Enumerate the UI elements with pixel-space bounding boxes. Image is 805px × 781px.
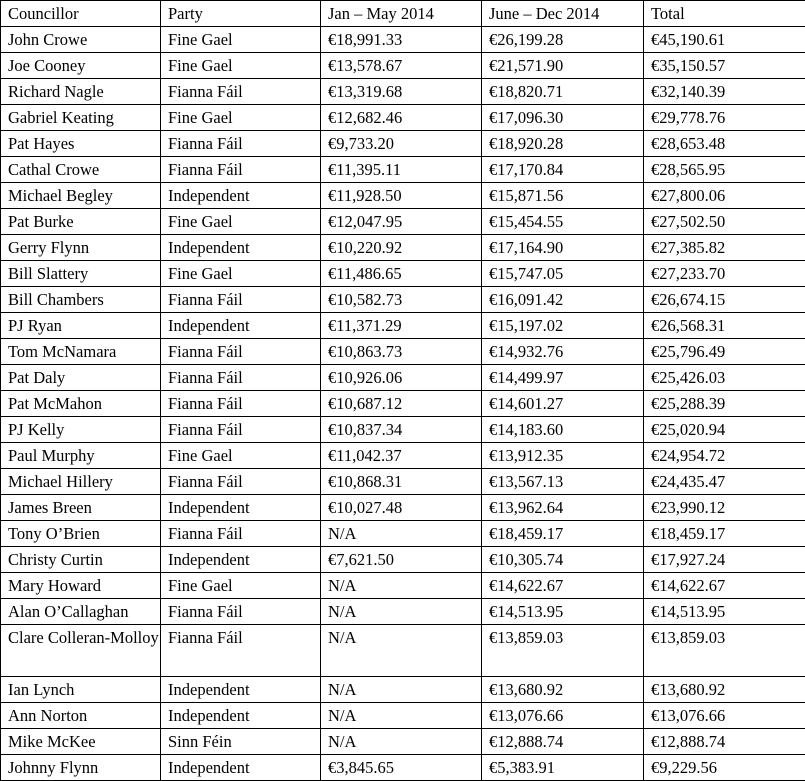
table-row xyxy=(1,27,805,53)
table-row xyxy=(1,313,805,339)
councillor-cell: Pat McMahon xyxy=(1,391,161,417)
table-row xyxy=(1,703,805,729)
header-june-dec-2014: June – Dec 2014 xyxy=(482,1,644,27)
jan-may-cell: €10,868.31 xyxy=(321,469,482,495)
councillor-cell: Mary Howard xyxy=(1,573,161,599)
jan-may-cell: €10,027.48 xyxy=(321,495,482,521)
june-dec-cell: €13,912.35 xyxy=(482,443,644,469)
table-row xyxy=(1,469,805,495)
councillor-cell: Pat Burke xyxy=(1,209,161,235)
total-cell: €14,622.67 xyxy=(644,573,805,599)
councillor-cell: Cathal Crowe xyxy=(1,157,161,183)
total-cell: €27,800.06 xyxy=(644,183,805,209)
table-row xyxy=(1,573,805,599)
june-dec-cell: €18,459.17 xyxy=(482,521,644,547)
total-cell: €27,385.82 xyxy=(644,235,805,261)
party-cell: Fianna Fáil xyxy=(161,625,321,677)
party-cell: Fianna Fáil xyxy=(161,391,321,417)
total-cell: €26,674.15 xyxy=(644,287,805,313)
total-cell: €32,140.39 xyxy=(644,79,805,105)
jan-may-cell: €10,863.73 xyxy=(321,339,482,365)
june-dec-cell: €14,513.95 xyxy=(482,599,644,625)
total-cell: €28,565.95 xyxy=(644,157,805,183)
total-cell: €24,435.47 xyxy=(644,469,805,495)
jan-may-cell: €13,319.68 xyxy=(321,79,482,105)
table-row xyxy=(1,365,805,391)
header-councillor: Councillor xyxy=(1,1,161,27)
june-dec-cell: €10,305.74 xyxy=(482,547,644,573)
june-dec-cell: €14,932.76 xyxy=(482,339,644,365)
councillor-cell: Michael Hillery xyxy=(1,469,161,495)
table-row xyxy=(1,131,805,157)
party-cell: Fianna Fáil xyxy=(161,157,321,183)
june-dec-cell: €13,859.03 xyxy=(482,625,644,677)
june-dec-cell: €13,962.64 xyxy=(482,495,644,521)
total-cell: €13,076.66 xyxy=(644,703,805,729)
party-cell: Sinn Féin xyxy=(161,729,321,755)
party-cell: Fianna Fáil xyxy=(161,599,321,625)
table-row xyxy=(1,729,805,755)
june-dec-cell: €13,567.13 xyxy=(482,469,644,495)
jan-may-cell: N/A xyxy=(321,625,482,677)
table-row xyxy=(1,547,805,573)
total-cell: €13,680.92 xyxy=(644,677,805,703)
table-row xyxy=(1,391,805,417)
councillor-cell: PJ Kelly xyxy=(1,417,161,443)
table-row xyxy=(1,677,805,703)
party-cell: Independent xyxy=(161,235,321,261)
party-cell: Fianna Fáil xyxy=(161,79,321,105)
jan-may-cell: €11,371.29 xyxy=(321,313,482,339)
total-cell: €45,190.61 xyxy=(644,27,805,53)
june-dec-cell: €5,383.91 xyxy=(482,755,644,781)
total-cell: €18,459.17 xyxy=(644,521,805,547)
june-dec-cell: €14,601.27 xyxy=(482,391,644,417)
party-cell: Independent xyxy=(161,547,321,573)
councillor-cell: Christy Curtin xyxy=(1,547,161,573)
party-cell: Fine Gael xyxy=(161,261,321,287)
june-dec-cell: €15,197.02 xyxy=(482,313,644,339)
header-total: Total xyxy=(644,1,805,27)
total-cell: €35,150.57 xyxy=(644,53,805,79)
party-cell: Independent xyxy=(161,755,321,781)
table-row xyxy=(1,599,805,625)
june-dec-cell: €17,170.84 xyxy=(482,157,644,183)
councillor-cell: Gerry Flynn xyxy=(1,235,161,261)
table-row xyxy=(1,183,805,209)
councillor-cell: Bill Chambers xyxy=(1,287,161,313)
jan-may-cell: N/A xyxy=(321,729,482,755)
councillor-cell: Ian Lynch xyxy=(1,677,161,703)
party-cell: Fine Gael xyxy=(161,573,321,599)
total-cell: €23,990.12 xyxy=(644,495,805,521)
jan-may-cell: €13,578.67 xyxy=(321,53,482,79)
jan-may-cell: N/A xyxy=(321,573,482,599)
party-cell: Fine Gael xyxy=(161,53,321,79)
councillor-cell: Tony O’Brien xyxy=(1,521,161,547)
table-row xyxy=(1,339,805,365)
jan-may-cell: €10,687.12 xyxy=(321,391,482,417)
jan-may-cell: €3,845.65 xyxy=(321,755,482,781)
table-row xyxy=(1,157,805,183)
party-cell: Independent xyxy=(161,703,321,729)
june-dec-cell: €18,820.71 xyxy=(482,79,644,105)
june-dec-cell: €13,076.66 xyxy=(482,703,644,729)
total-cell: €14,513.95 xyxy=(644,599,805,625)
councillor-cell: James Breen xyxy=(1,495,161,521)
councillor-cell: PJ Ryan xyxy=(1,313,161,339)
total-cell: €25,426.03 xyxy=(644,365,805,391)
june-dec-cell: €15,747.05 xyxy=(482,261,644,287)
june-dec-cell: €15,454.55 xyxy=(482,209,644,235)
june-dec-cell: €14,183.60 xyxy=(482,417,644,443)
table-row xyxy=(1,287,805,313)
total-cell: €27,502.50 xyxy=(644,209,805,235)
june-dec-cell: €13,680.92 xyxy=(482,677,644,703)
june-dec-cell: €17,164.90 xyxy=(482,235,644,261)
jan-may-cell: €10,220.92 xyxy=(321,235,482,261)
total-cell: €17,927.24 xyxy=(644,547,805,573)
councillor-cell: Gabriel Keating xyxy=(1,105,161,131)
councillor-cell: Tom McNamara xyxy=(1,339,161,365)
june-dec-cell: €21,571.90 xyxy=(482,53,644,79)
councillor-cell: Pat Hayes xyxy=(1,131,161,157)
party-cell: Fianna Fáil xyxy=(161,521,321,547)
table-row xyxy=(1,209,805,235)
jan-may-cell: N/A xyxy=(321,677,482,703)
jan-may-cell: €12,047.95 xyxy=(321,209,482,235)
councillor-cell: Michael Begley xyxy=(1,183,161,209)
june-dec-cell: €12,888.74 xyxy=(482,729,644,755)
total-cell: €13,859.03 xyxy=(644,625,805,677)
total-cell: €26,568.31 xyxy=(644,313,805,339)
jan-may-cell: €11,486.65 xyxy=(321,261,482,287)
party-cell: Fianna Fáil xyxy=(161,339,321,365)
party-cell: Fine Gael xyxy=(161,27,321,53)
councillor-cell: John Crowe xyxy=(1,27,161,53)
total-cell: €25,796.49 xyxy=(644,339,805,365)
councillor-cell: Clare Colleran-Molloy xyxy=(1,625,161,677)
party-cell: Fianna Fáil xyxy=(161,287,321,313)
total-cell: €25,020.94 xyxy=(644,417,805,443)
header-row xyxy=(1,1,805,27)
jan-may-cell: N/A xyxy=(321,703,482,729)
jan-may-cell: €7,621.50 xyxy=(321,547,482,573)
june-dec-cell: €14,499.97 xyxy=(482,365,644,391)
councillor-cell: Paul Murphy xyxy=(1,443,161,469)
party-cell: Fine Gael xyxy=(161,105,321,131)
total-cell: €27,233.70 xyxy=(644,261,805,287)
councillor-cell: Johnny Flynn xyxy=(1,755,161,781)
jan-may-cell: €11,928.50 xyxy=(321,183,482,209)
party-cell: Fianna Fáil xyxy=(161,417,321,443)
jan-may-cell: €10,582.73 xyxy=(321,287,482,313)
councillor-cell: Richard Nagle xyxy=(1,79,161,105)
councillor-cell: Joe Cooney xyxy=(1,53,161,79)
total-cell: €29,778.76 xyxy=(644,105,805,131)
header-jan-may-2014: Jan – May 2014 xyxy=(321,1,482,27)
jan-may-cell: €9,733.20 xyxy=(321,131,482,157)
total-cell: €25,288.39 xyxy=(644,391,805,417)
total-cell: €9,229.56 xyxy=(644,755,805,781)
jan-may-cell: N/A xyxy=(321,599,482,625)
councillor-cell: Pat Daly xyxy=(1,365,161,391)
total-cell: €12,888.74 xyxy=(644,729,805,755)
table-row xyxy=(1,495,805,521)
june-dec-cell: €17,096.30 xyxy=(482,105,644,131)
total-cell: €24,954.72 xyxy=(644,443,805,469)
june-dec-cell: €26,199.28 xyxy=(482,27,644,53)
jan-may-cell: €18,991.33 xyxy=(321,27,482,53)
total-cell: €28,653.48 xyxy=(644,131,805,157)
june-dec-cell: €18,920.28 xyxy=(482,131,644,157)
party-cell: Fianna Fáil xyxy=(161,131,321,157)
table-row xyxy=(1,53,805,79)
table-row xyxy=(1,443,805,469)
councillor-cell: Alan O’Callaghan xyxy=(1,599,161,625)
party-cell: Fianna Fáil xyxy=(161,469,321,495)
table-row xyxy=(1,417,805,443)
party-cell: Fine Gael xyxy=(161,209,321,235)
jan-may-cell: €12,682.46 xyxy=(321,105,482,131)
jan-may-cell: €11,395.11 xyxy=(321,157,482,183)
table-row xyxy=(1,79,805,105)
table-row xyxy=(1,105,805,131)
jan-may-cell: €11,042.37 xyxy=(321,443,482,469)
june-dec-cell: €15,871.56 xyxy=(482,183,644,209)
jan-may-cell: €10,926.06 xyxy=(321,365,482,391)
table-row xyxy=(1,625,805,677)
table-row xyxy=(1,521,805,547)
party-cell: Fine Gael xyxy=(161,443,321,469)
councillor-cell: Ann Norton xyxy=(1,703,161,729)
table-row xyxy=(1,755,805,781)
jan-may-cell: €10,837.34 xyxy=(321,417,482,443)
table-row xyxy=(1,261,805,287)
june-dec-cell: €16,091.42 xyxy=(482,287,644,313)
june-dec-cell: €14,622.67 xyxy=(482,573,644,599)
councillor-cell: Mike McKee xyxy=(1,729,161,755)
header-party: Party xyxy=(161,1,321,27)
table-body xyxy=(1,27,805,781)
table-row xyxy=(1,235,805,261)
party-cell: Independent xyxy=(161,313,321,339)
party-cell: Independent xyxy=(161,677,321,703)
party-cell: Independent xyxy=(161,183,321,209)
jan-may-cell: N/A xyxy=(321,521,482,547)
party-cell: Fianna Fáil xyxy=(161,365,321,391)
councillor-cell: Bill Slattery xyxy=(1,261,161,287)
party-cell: Independent xyxy=(161,495,321,521)
